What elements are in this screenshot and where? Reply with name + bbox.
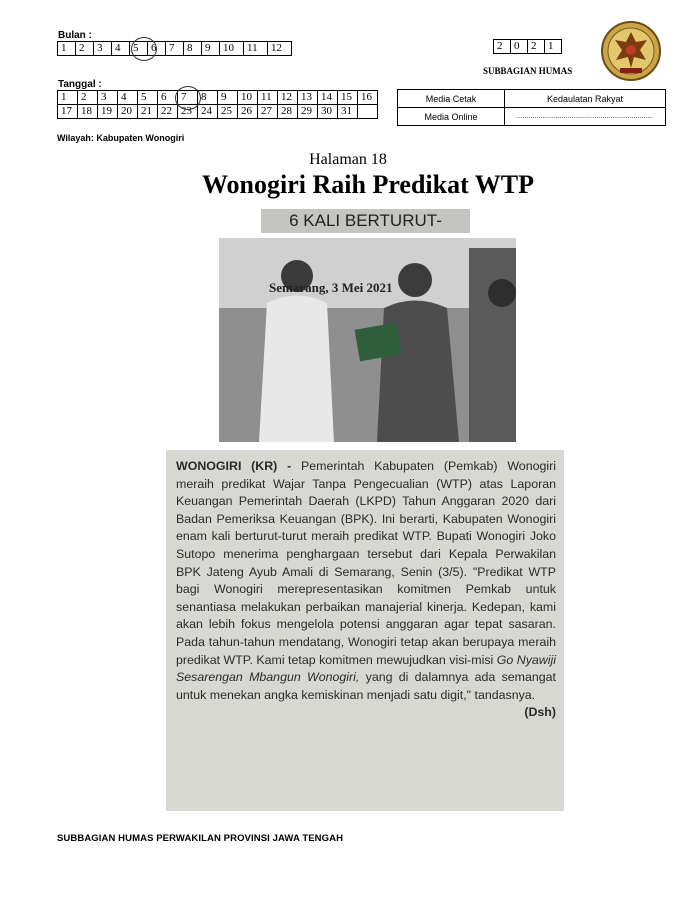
media-value: ...................................................................... xyxy=(505,108,666,126)
news-photo xyxy=(219,238,516,442)
photo-figures xyxy=(219,238,516,442)
subbagian-label: SUBBAGIAN HUMAS xyxy=(483,66,573,76)
day-cell: 22 xyxy=(158,105,178,119)
day-cell: 6 xyxy=(158,91,178,105)
motto: Go Nyawiji Sesarengan Mbangun Wonogiri, xyxy=(176,652,556,685)
day-cell: 5 xyxy=(138,91,158,105)
headline: Wonogiri Raih Predikat WTP xyxy=(201,170,535,199)
day-grid xyxy=(57,90,378,119)
day-cell: 11 xyxy=(258,91,278,105)
media-type: Media Online xyxy=(398,108,505,126)
month-cell: 5 xyxy=(130,42,148,56)
footer-text: SUBBAGIAN HUMAS PERWAKILAN PROVINSI JAWA TENGAH xyxy=(57,833,344,844)
day-cell: 9 xyxy=(218,91,238,105)
year-digit-cell: 2 xyxy=(494,40,511,54)
bulan-label: Bulan : xyxy=(58,30,92,41)
day-cell: 15 xyxy=(338,91,358,105)
media-type: Media Cetak xyxy=(398,90,505,108)
day-cell: 29 xyxy=(298,105,318,119)
wilayah-label: Wilayah: Kabupaten Wonogiri xyxy=(57,133,185,143)
day-cell: 24 xyxy=(198,105,218,119)
day-cell: 30 xyxy=(318,105,338,119)
day-cell: 10 xyxy=(238,91,258,105)
day-cell: 8 xyxy=(198,91,218,105)
month-cell: 6 xyxy=(148,42,166,56)
month-cell: 9 xyxy=(202,42,220,56)
day-cell: 4 xyxy=(118,91,138,105)
year-digit-cell: 0 xyxy=(511,40,528,54)
byline-lead: WONOGIRI (KR) - xyxy=(176,459,292,473)
day-cell: 16 xyxy=(358,91,378,105)
article-clipping xyxy=(166,450,564,811)
month-cell: 12 xyxy=(268,42,292,56)
month-cell: 8 xyxy=(184,42,202,56)
day-cell: 18 xyxy=(78,105,98,119)
month-cell: 4 xyxy=(112,42,130,56)
day-cell: 13 xyxy=(298,91,318,105)
day-cell: 31 xyxy=(338,105,358,119)
selected-month-circle xyxy=(131,37,157,61)
day-cell: 17 xyxy=(58,105,78,119)
day-cell: 20 xyxy=(118,105,138,119)
photo-caption: Semarang, 3 Mei 2021 xyxy=(269,280,393,295)
year-digit-cell: 2 xyxy=(528,40,545,54)
day-cell: 2 xyxy=(78,91,98,105)
day-cell xyxy=(358,105,378,119)
signoff: (Dsh) xyxy=(524,705,556,720)
media-row xyxy=(398,90,666,108)
month-cell: 11 xyxy=(244,42,268,56)
media-row xyxy=(398,108,666,126)
year-grid xyxy=(493,39,562,54)
media-value: Kedaulatan Rakyat xyxy=(505,90,666,108)
tanggal-label: Tanggal : xyxy=(58,79,102,90)
article-text-end: yang di dalamnya ada semangat untuk menekan angka kemiskinan menjadi satu digit," tandasnya. xyxy=(176,670,556,702)
day-cell: 23 xyxy=(178,105,198,119)
day-cell: 25 xyxy=(218,105,238,119)
selected-day-circle xyxy=(175,86,201,110)
month-cell: 3 xyxy=(94,42,112,56)
day-cell: 7 xyxy=(178,91,198,105)
media-table xyxy=(397,89,666,126)
day-cell: 26 xyxy=(238,105,258,119)
month-cell: 1 xyxy=(58,42,76,56)
month-cell: 2 xyxy=(76,42,94,56)
month-cell: 7 xyxy=(166,42,184,56)
article-text: Pemerintah Kabupaten (Pemkab) Wonogiri meraih predikat Wajar Tanpa Pengecualian (WTP) atas Laporan Keuangan Pemerintah Daerah (LKPD) Tahun Anggaran 2020 dari Badan Pemeriksa Keuangan (BPK). Ini berarti, Kabupaten Wonogiri enam kali berturut-turut meraih predikat WTP. Bupati Wonogiri Joko Sutopo menerima penghargaan tersebut dari Kepala Perwakilan BPK Jateng Ayub Amali di Semarang, Senin (3/5). "Predikat WTP bagi Wonogiri merepresentasikan komitmen Pemkab untuk senantiasa melakukan perbaikan manajerial kinerja. Kedepan, kami akan lebih fokus mengelola potensi anggaran agar tepat sasaran. Pada tahun-tahun mendatang, Wonogiri tetap akan berupaya meraih predikat WTP. Kami tetap komitmen mewujudkan visi-misi xyxy=(176,459,556,667)
day-cell: 1 xyxy=(58,91,78,105)
month-cell: 10 xyxy=(220,42,244,56)
day-cell: 19 xyxy=(98,105,118,119)
day-cell: 14 xyxy=(318,91,338,105)
day-cell: 21 xyxy=(138,105,158,119)
month-grid xyxy=(57,41,292,56)
year-digit-cell: 1 xyxy=(545,40,562,54)
garuda-emblem-icon xyxy=(600,20,662,82)
kicker: 6 KALI BERTURUT- xyxy=(261,209,470,233)
day-cell: 28 xyxy=(278,105,298,119)
day-cell: 27 xyxy=(258,105,278,119)
day-cell: 12 xyxy=(278,91,298,105)
article-body xyxy=(166,450,564,720)
day-cell: 3 xyxy=(98,91,118,105)
page-number: Halaman 18 xyxy=(309,151,387,168)
